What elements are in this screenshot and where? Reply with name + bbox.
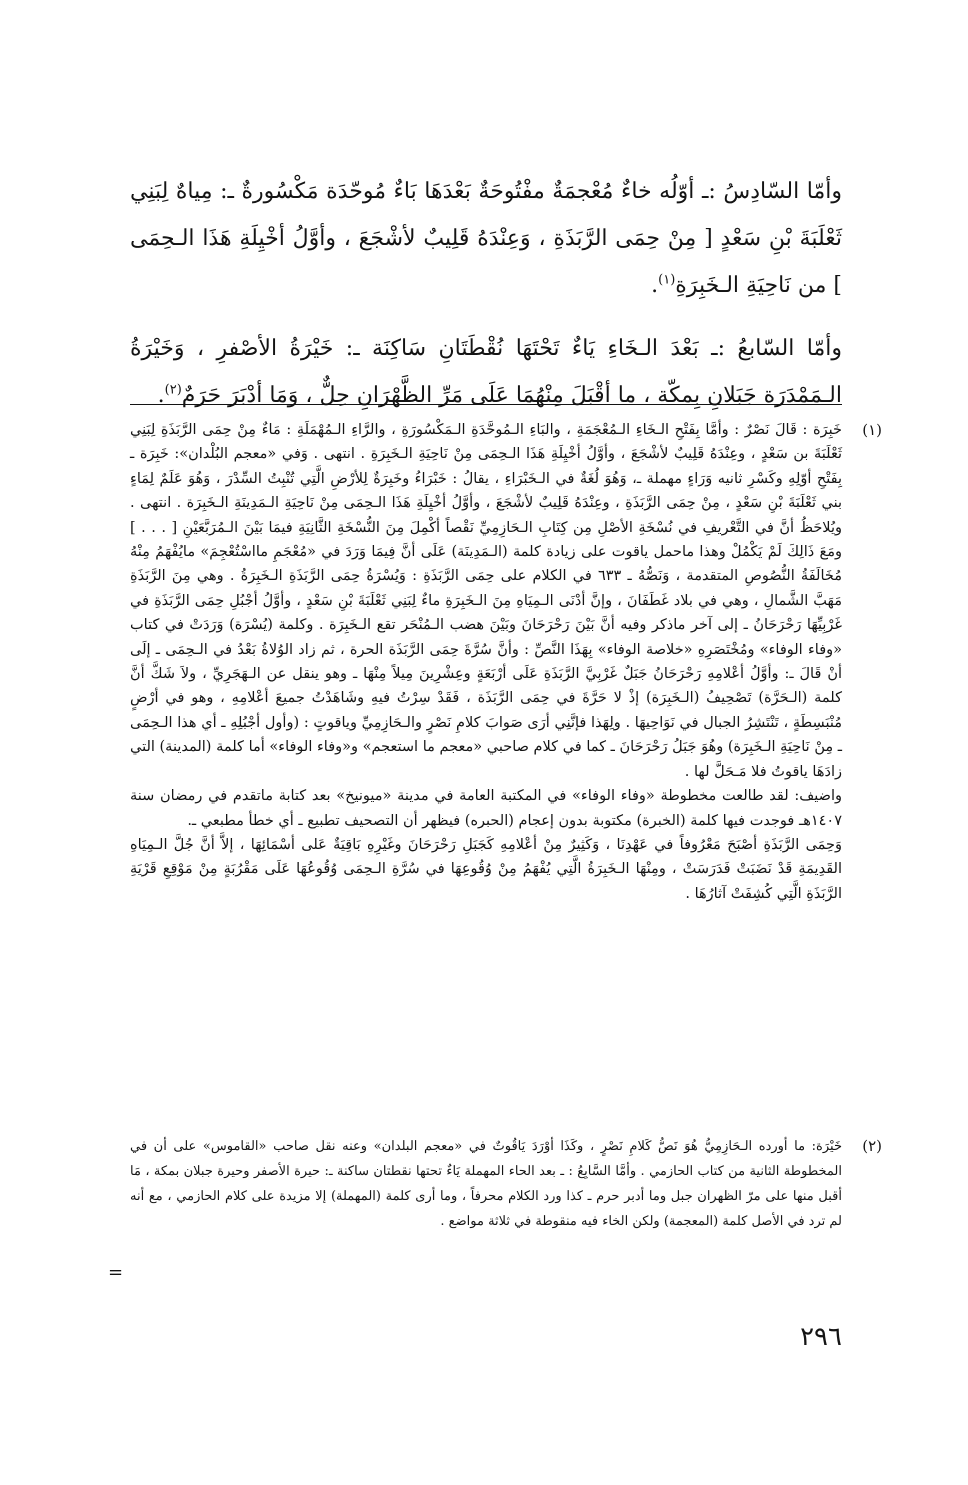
main-paragraph-7: وأمّا السّابعُ :ـ بَعْدَ الـخَاءِ يَاءٌ تَحْتَهَا نُقْطَتَانِ سَاكِنَة ـ: خَيْرَةُ الأصْفرِ ، وَخَيْرَةُ الـمَمْدَرَة جَبَلانِ بِمكّة ، ما أقْبَلَ مِنْهُمَا عَلَى مَرِّ الظَّهْرَانِ حِلٌّ ، وَمَا أدْبَرَ حَرَمٌ$^{(٢)}$. (130, 336, 842, 408)
footnote-1-paragraph-2: واضيف: لقد طالعت مخطوطة «وفاء الوفاء» في المكتبة العامة في مدينة «ميونيخ» بعد كتابة ماتقدم في رمضان سنة ١٤٠٧هـ فوجدت فيها كلمة (الخبرة) مكتوبة بدون إعجام (الحبره) فيظهر أن التصحيف تطبيع ـ أي خطأ مطبعي ـ. (130, 788, 842, 829)
footnote-1-paragraph-1: خَبِرَة : قَالَ نَصْرٌ : وأمَّا بِفَتْحِ الـخَاءِ الـمُعْجَمَةِ ، والبَاءِ الـمُوحَّدَةِ الـمَكْسُورَةِ ، والرَّاءِ الـمُهْمَلَةِ : مَاءٌ مِنْ حِمَى الرَّبَذَةِ لِبَنِي ثَعْلَبَةَ بن سَعْدٍ ، وعِنْدَهُ قَلِيبٌ لأشْجَعَ ، وأوَّلُ أخْيِلَةِ هَذَا الـحِمَى مِنْ نَاحِيَةِ الـخَبِرَةِ . انتهى . وَفي «معجم البُلْدان»: خَبِرَة ـ بِفَتْحِ أوّلِهِ وكَسْرِ ثانيه وَرَاءٍ مهملة ـ، وَهُوَ لُغَةٌ في الـخَبْرَاءِ ، يقالُ : خَبْرَاءُ وخَبِرَةٌ لِلأرْضِ الَّتِي تُنْبِتُ السِّدْرَ ، وَهُوَ عَلَمٌ لِمَاءٍ بني ثَعْلَبَةَ بْنِ سَعْدٍ ، مِنْ حِمَى الرَّبَذَةِ ، وعِنْدَهُ قَلِيبٌ لأشْجَعَ ، وأوَّلُ أخْيِلَةِ هَذَا الـحِمَى مِنْ نَاحِيَةِ الـمَدِينَةِ الـخَبِرَة . انتهى . ويُلاحَظُ أنَّ في التَّعْريفِ في نُسْخَةِ الأصْلِ مِن كِتَابِ الـحَازِمِيِّ نَقْصاً أكْمِلَ مِنَ النُّسْخَةِ الثَّانِيَةِ فيمَا بَيْنَ الـمُرَبَّعَيْنِ [ . . . ] ومَعَ ذَالِكَ لَمْ يَكْمُلْ وهذا ماحمل ياقوت على زيادة كلمة (الـمَدِينَة) عَلَى أنَّ فِيمَا وَرَدَ في «مُعْجَمِ مااسْتُعْجِمَ» مايُفْهَمُ مِنْهُ مُخَالَفَةُ النُّصُوصِ المتقدمة ، وَنَصُّهُ ـ ٦٣٣ في الكلام على حِمَى الرَّبَذَةِ : وَيُسْرَةُ حِمَى الرَّبَذَةِ الـخَبِرَةُ . وهي مِنَ الرَّبَذَةِ مَهَبَّ الشَّمالِ ، وهي في بلاد غَطَفَانَ ، وإنَّ أدْنَى الـمِيَاهِ مِنَ الـخَبِرَةِ ماءٌ لِبَنِي ثَعْلَبَةَ بْنِ سَعْدٍ ، وأوَّلُ أجْبُلِ حِمَى الرَّبَذَةِ في غَرْبِيِّهَا رَحْرَحَانُ ـ إلى آخر ماذكر وفيه أنَّ بَيْنَ رَحْرَحَانَ وبَيْنَ هضب الـمُنْحَر تقع الـخَبِرَة . وكلمة (يُسْرَة) وَرَدَتْ في كتاب «وفاء الوفاء» ومُخْتَصَرِهِ «خلاصة الوفاء» بِهَذَا النَّصِّ : وأنَّ سُرَّةَ حِمَى الرَّبَذَة الحرة ، ثم زاد الوُلاةُ بَعْدُ في الـحِمَى ـ إلَى أنْ قَالَ ـ: وأوَّلُ أعْلامِهِ رَحْرَحَانُ جَبَلٌ غَرْبِيَّ الرَّبَذَةِ عَلَى أرْبَعَةٍ وعِشْرِينَ مِيلاً مِنْهَا ـ وهو ينقل عن الـهَجَرِيِّ ، ولاَ شَكَّ أنَّ كلمة (الـحَرَّة) تَصْحِيفُ (الـخَبِرَة) إذْ لا حَرَّةَ في حِمَى الرَّبَذَة ، فَقَدْ سِرْتُ فيهِ وشَاهَدْتُ جميعَ أعْلامِهِ ، وهو في أرْضٍ مُنْبَسِطَةٍ ، تَنْتَشِرُ الجبال في نَوَاحِيهَا . ولِهَذا فإنَّنِي أرَى صَوابَ كلامِ نَصْرٍ والـحَازِمِيِّ وياقوتٍ : (وأول أجْبُلِهِ ـ أي هذا الـحِمَى ـ مِنْ نَاحِيَةِ الـخَبِرَة) وهُوَ جَبَلُ رَحْرَحَانَ ـ كما في كلام صاحبي «معجم ما استعجم» و«وفاء الوفاء» أما كلمة (المدينة) التي زادَهَا ياقوتُ فلا مَـحَلَّ لها . (130, 422, 842, 780)
footnote-ref-1[interactable]: (١) (658, 272, 676, 288)
main-paragraph-6-text: وأمّا السّادِسُ :ـ أوّلُه خاءٌ مُعْجمَةٌ مفْتُوحَةٌ بَعْدَهَا بَاءٌ مُوحّدَة مَكْسُورةٌ ـ: مِياهٌ لِبَنِي ثَعْلَبَةَ بْنِ سَعْدٍ [ مِنْ حِمَى الرَّبَذَةِ ، وَعِنْدَهُ قَلِيبٌ لأشْجَعَ ، وأوَّلُ أخْيِلَةِ هَذَا الـحِمَى ] من نَاحِيَةِ الـخَبِرَةِ (130, 179, 842, 298)
footnote-2-number: (٢) (862, 1137, 882, 1155)
margin-mark: = (108, 1262, 124, 1283)
footnote-ref-2[interactable]: (٢) (164, 382, 182, 398)
footnote-2 (130, 1134, 882, 1234)
footnote-2-paragraph-1: خَيْرَة: ما أورده الـحَازِمِيُّ هُوَ نَصُّ كَلامِ نَصْرٍ ، وكَذَا أوْرَدَ يَاقُوتٌ في «معجم البلدان» وعنه نقل صاحب «القاموس» على أن في المخطوطة الثانية من كتاب الحازمي . وأمَّا السَّابِعُ : ـ بعد الحاء المهملة يَاءٌ تحتها نقطتان ساكنة ـ: حيرة الأصفر وحيرة جبلان بمكة ، مَا أقبل منها على مرّ الظهران جبل وما أدبر حرم ـ كذا ورد الكلام محرفاً ، وما أرى كلمة (المهملة) إلا مزيدة على كلام الحازمي ، مع أنه لم ترد في الأصل كلمة (المعجمة) ولكن الخاء فيه منقوطة في ثلاثة مواضع . (130, 1139, 842, 1229)
footnote-1 (130, 418, 882, 1138)
footnote-1-number: (١) (862, 421, 882, 439)
footnote-1-paragraph-3: وَحِمَى الرَّبَذَةِ أصْبَحَ مَعْرُوفاً في عَهْدِنَا ، وَكَثِيرٌ مِنْ أعْلامِهِ كَجَبَلِ رَحْرَحَانَ وغَيْرِهِ بَاقِيَةٌ عَلى أسْمَائِهَا ، إلاَّ أنَّ جُلَّ الـمِيَاهِ القَدِيمَةِ قَدْ نَضَبَتْ فَدَرَسَتْ ، ومِنْهَا الـخَبِرَةُ الَّتِي يُفْهَمُ مِنْ وُقُوعِهَا في سُرَّةِ الـحِمَى وُقُوعُهَا عَلَى مَقْرُبَةٍ مِنْ مَوْقِعِ قَرْيَةِ الرَّبَذَةِ الَّتِي كُشِفَتْ آثارُهَا . (130, 836, 842, 902)
main-paragraph-6: وأمّا السّادِسُ :ـ أوّلُه خاءٌ مُعْجمَةٌ مفْتُوحَةٌ بَعْدَهَا بَاءٌ مُوحّدَة مَكْسُورةٌ ـ: مِياهٌ لِبَنِي ثَعْلَبَةَ بْنِ سَعْدٍ [ مِنْ حِمَى الرَّبَذَةِ ، وَعِنْدَهُ قَلِيبٌ لأشْجَعَ ، وأوَّلُ أخْيِلَةِ هَذَا الـحِمَى ] من نَاحِيَةِ الـخَبِرَةِ$^{(١)}$. (130, 179, 842, 298)
page-number: ٢٩٦ (800, 1322, 842, 1352)
main-paragraph-7-text: وأمّا السّابعُ :ـ بَعْدَ الـخَاءِ يَاءٌ تَحْتَهَا نُقْطَتَانِ سَاكِنَة ـ: خَيْرَةُ الأصْفرِ ، وَخَيْرَةُ الـمَمْدَرَة جَبَلانِ بِمكّة ، ما أقْبَلَ مِنْهُمَا عَلَى مَرِّ الظَّهْرَانِ حِلٌّ ، وَمَا أدْبَرَ حَرَمٌ (130, 336, 842, 408)
main-text (130, 168, 842, 419)
footnote-separator (130, 404, 842, 405)
